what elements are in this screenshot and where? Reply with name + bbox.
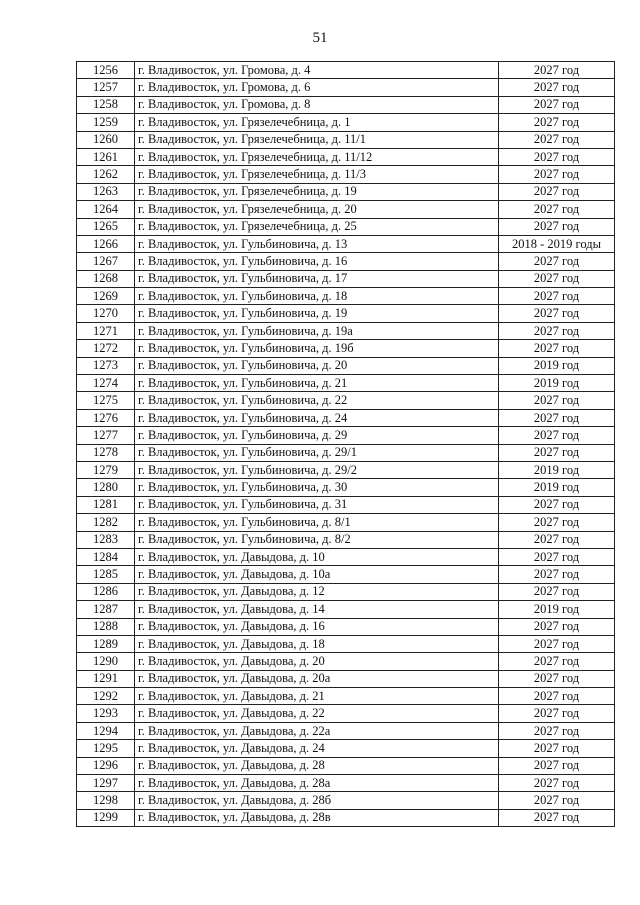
row-number-cell: 1299 [77, 809, 135, 826]
address-cell: г. Владивосток, ул. Грязелечебница, д. 25 [135, 218, 499, 235]
table-row [77, 201, 615, 218]
year-cell: 2027 год [499, 775, 615, 792]
table-row [77, 548, 615, 565]
address-cell: г. Владивосток, ул. Гульбиновича, д. 30 [135, 479, 499, 496]
year-cell: 2027 год [499, 322, 615, 339]
year-cell: 2027 год [499, 496, 615, 513]
table-row [77, 148, 615, 165]
year-cell: 2027 год [499, 722, 615, 739]
year-cell: 2027 год [499, 340, 615, 357]
address-cell: г. Владивосток, ул. Гульбиновича, д. 8/1 [135, 514, 499, 531]
year-cell: 2019 год [499, 357, 615, 374]
row-number-cell: 1261 [77, 148, 135, 165]
row-number-cell: 1294 [77, 722, 135, 739]
row-number-cell: 1263 [77, 183, 135, 200]
address-cell: г. Владивосток, ул. Давыдова, д. 10а [135, 566, 499, 583]
row-number-cell: 1282 [77, 514, 135, 531]
row-number-cell: 1275 [77, 392, 135, 409]
table-row [77, 114, 615, 131]
year-cell: 2027 год [499, 809, 615, 826]
table-row [77, 357, 615, 374]
address-table [76, 61, 615, 827]
table-row [77, 496, 615, 513]
row-number-cell: 1287 [77, 601, 135, 618]
table-row [77, 375, 615, 392]
row-number-cell: 1297 [77, 775, 135, 792]
row-number-cell: 1290 [77, 653, 135, 670]
address-cell: г. Владивосток, ул. Грязелечебница, д. 1 [135, 114, 499, 131]
row-number-cell: 1269 [77, 288, 135, 305]
table-row [77, 409, 615, 426]
row-number-cell: 1276 [77, 409, 135, 426]
table-row [77, 235, 615, 252]
address-cell: г. Владивосток, ул. Гульбиновича, д. 20 [135, 357, 499, 374]
table-row [77, 218, 615, 235]
table-row [77, 253, 615, 270]
row-number-cell: 1291 [77, 670, 135, 687]
address-cell: г. Владивосток, ул. Гульбиновича, д. 17 [135, 270, 499, 287]
table-row [77, 583, 615, 600]
row-number-cell: 1293 [77, 705, 135, 722]
year-cell: 2027 год [499, 288, 615, 305]
year-cell: 2019 год [499, 375, 615, 392]
table-row [77, 705, 615, 722]
table-row [77, 183, 615, 200]
table-row [77, 270, 615, 287]
table-body [77, 62, 615, 827]
row-number-cell: 1258 [77, 96, 135, 113]
row-number-cell: 1256 [77, 62, 135, 79]
year-cell: 2027 год [499, 635, 615, 652]
row-number-cell: 1288 [77, 618, 135, 635]
address-cell: г. Владивосток, ул. Грязелечебница, д. 11/3 [135, 166, 499, 183]
table-row [77, 427, 615, 444]
year-cell: 2027 год [499, 183, 615, 200]
table-row [77, 688, 615, 705]
address-cell: г. Владивосток, ул. Гульбиновича, д. 16 [135, 253, 499, 270]
year-cell: 2027 год [499, 201, 615, 218]
address-cell: г. Владивосток, ул. Давыдова, д. 28а [135, 775, 499, 792]
year-cell: 2027 год [499, 444, 615, 461]
address-cell: г. Владивосток, ул. Давыдова, д. 14 [135, 601, 499, 618]
year-cell: 2019 год [499, 601, 615, 618]
table-row [77, 531, 615, 548]
table-row [77, 514, 615, 531]
table-row [77, 288, 615, 305]
table-row [77, 96, 615, 113]
row-number-cell: 1272 [77, 340, 135, 357]
table-row [77, 792, 615, 809]
table-row [77, 635, 615, 652]
row-number-cell: 1284 [77, 548, 135, 565]
table-row [77, 653, 615, 670]
table-row [77, 444, 615, 461]
address-cell: г. Владивосток, ул. Гульбиновича, д. 8/2 [135, 531, 499, 548]
year-cell: 2027 год [499, 531, 615, 548]
row-number-cell: 1273 [77, 357, 135, 374]
row-number-cell: 1283 [77, 531, 135, 548]
address-cell: г. Владивосток, ул. Давыдова, д. 12 [135, 583, 499, 600]
table-row [77, 722, 615, 739]
row-number-cell: 1295 [77, 740, 135, 757]
year-cell: 2027 год [499, 618, 615, 635]
row-number-cell: 1292 [77, 688, 135, 705]
row-number-cell: 1278 [77, 444, 135, 461]
year-cell: 2027 год [499, 583, 615, 600]
table-row [77, 670, 615, 687]
table-row [77, 392, 615, 409]
table-row [77, 166, 615, 183]
row-number-cell: 1259 [77, 114, 135, 131]
address-cell: г. Владивосток, ул. Давыдова, д. 22а [135, 722, 499, 739]
year-cell: 2027 год [499, 548, 615, 565]
address-cell: г. Владивосток, ул. Давыдова, д. 28б [135, 792, 499, 809]
table-row [77, 62, 615, 79]
year-cell: 2027 год [499, 305, 615, 322]
address-cell: г. Владивосток, ул. Гульбиновича, д. 22 [135, 392, 499, 409]
table-row [77, 775, 615, 792]
year-cell: 2027 год [499, 792, 615, 809]
address-cell: г. Владивосток, ул. Гульбиновича, д. 21 [135, 375, 499, 392]
address-cell: г. Владивосток, ул. Давыдова, д. 20а [135, 670, 499, 687]
row-number-cell: 1277 [77, 427, 135, 444]
year-cell: 2027 год [499, 757, 615, 774]
address-cell: г. Владивосток, ул. Гульбиновича, д. 29/1 [135, 444, 499, 461]
table-row [77, 131, 615, 148]
year-cell: 2027 год [499, 740, 615, 757]
address-cell: г. Владивосток, ул. Грязелечебница, д. 19 [135, 183, 499, 200]
address-cell: г. Владивосток, ул. Громова, д. 8 [135, 96, 499, 113]
table-row [77, 566, 615, 583]
row-number-cell: 1280 [77, 479, 135, 496]
year-cell: 2027 год [499, 566, 615, 583]
year-cell: 2027 год [499, 392, 615, 409]
table-row [77, 461, 615, 478]
address-cell: г. Владивосток, ул. Давыдова, д. 24 [135, 740, 499, 757]
address-cell: г. Владивосток, ул. Гульбиновича, д. 29 [135, 427, 499, 444]
row-number-cell: 1298 [77, 792, 135, 809]
year-cell: 2027 год [499, 114, 615, 131]
address-cell: г. Владивосток, ул. Давыдова, д. 18 [135, 635, 499, 652]
address-cell: г. Владивосток, ул. Давыдова, д. 21 [135, 688, 499, 705]
year-cell: 2027 год [499, 427, 615, 444]
year-cell: 2019 год [499, 479, 615, 496]
row-number-cell: 1265 [77, 218, 135, 235]
year-cell: 2027 год [499, 166, 615, 183]
year-cell: 2018 - 2019 годы [499, 235, 615, 252]
address-cell: г. Владивосток, ул. Гульбиновича, д. 19а [135, 322, 499, 339]
year-cell: 2027 год [499, 218, 615, 235]
row-number-cell: 1285 [77, 566, 135, 583]
address-cell: г. Владивосток, ул. Давыдова, д. 20 [135, 653, 499, 670]
address-cell: г. Владивосток, ул. Громова, д. 6 [135, 79, 499, 96]
address-cell: г. Владивосток, ул. Гульбиновича, д. 29/2 [135, 461, 499, 478]
year-cell: 2027 год [499, 409, 615, 426]
table-row [77, 479, 615, 496]
table-row [77, 601, 615, 618]
table-row [77, 79, 615, 96]
year-cell: 2027 год [499, 670, 615, 687]
address-cell: г. Владивосток, ул. Гульбиновича, д. 13 [135, 235, 499, 252]
address-cell: г. Владивосток, ул. Давыдова, д. 28в [135, 809, 499, 826]
table-row [77, 740, 615, 757]
row-number-cell: 1270 [77, 305, 135, 322]
address-cell: г. Владивосток, ул. Гульбиновича, д. 18 [135, 288, 499, 305]
row-number-cell: 1267 [77, 253, 135, 270]
row-number-cell: 1289 [77, 635, 135, 652]
row-number-cell: 1281 [77, 496, 135, 513]
row-number-cell: 1262 [77, 166, 135, 183]
year-cell: 2027 год [499, 270, 615, 287]
address-cell: г. Владивосток, ул. Гульбиновича, д. 19 [135, 305, 499, 322]
address-cell: г. Владивосток, ул. Давыдова, д. 28 [135, 757, 499, 774]
table-row [77, 340, 615, 357]
row-number-cell: 1296 [77, 757, 135, 774]
address-cell: г. Владивосток, ул. Грязелечебница, д. 20 [135, 201, 499, 218]
year-cell: 2027 год [499, 96, 615, 113]
year-cell: 2027 год [499, 62, 615, 79]
address-cell: г. Владивосток, ул. Давыдова, д. 22 [135, 705, 499, 722]
row-number-cell: 1260 [77, 131, 135, 148]
table-row [77, 809, 615, 826]
year-cell: 2027 год [499, 131, 615, 148]
year-cell: 2019 год [499, 461, 615, 478]
row-number-cell: 1268 [77, 270, 135, 287]
address-cell: г. Владивосток, ул. Грязелечебница, д. 11/12 [135, 148, 499, 165]
year-cell: 2027 год [499, 514, 615, 531]
page-number: 51 [312, 30, 328, 46]
table-row [77, 305, 615, 322]
address-cell: г. Владивосток, ул. Давыдова, д. 10 [135, 548, 499, 565]
year-cell: 2027 год [499, 253, 615, 270]
row-number-cell: 1279 [77, 461, 135, 478]
table-row [77, 322, 615, 339]
year-cell: 2027 год [499, 705, 615, 722]
year-cell: 2027 год [499, 653, 615, 670]
row-number-cell: 1264 [77, 201, 135, 218]
address-cell: г. Владивосток, ул. Гульбиновича, д. 24 [135, 409, 499, 426]
address-cell: г. Владивосток, ул. Гульбиновича, д. 19б [135, 340, 499, 357]
address-cell: г. Владивосток, ул. Грязелечебница, д. 11/1 [135, 131, 499, 148]
address-cell: г. Владивосток, ул. Давыдова, д. 16 [135, 618, 499, 635]
row-number-cell: 1266 [77, 235, 135, 252]
table-row [77, 618, 615, 635]
row-number-cell: 1271 [77, 322, 135, 339]
year-cell: 2027 год [499, 79, 615, 96]
address-cell: г. Владивосток, ул. Громова, д. 4 [135, 62, 499, 79]
year-cell: 2027 год [499, 148, 615, 165]
address-cell: г. Владивосток, ул. Гульбиновича, д. 31 [135, 496, 499, 513]
row-number-cell: 1286 [77, 583, 135, 600]
year-cell: 2027 год [499, 688, 615, 705]
row-number-cell: 1257 [77, 79, 135, 96]
table-row [77, 757, 615, 774]
row-number-cell: 1274 [77, 375, 135, 392]
